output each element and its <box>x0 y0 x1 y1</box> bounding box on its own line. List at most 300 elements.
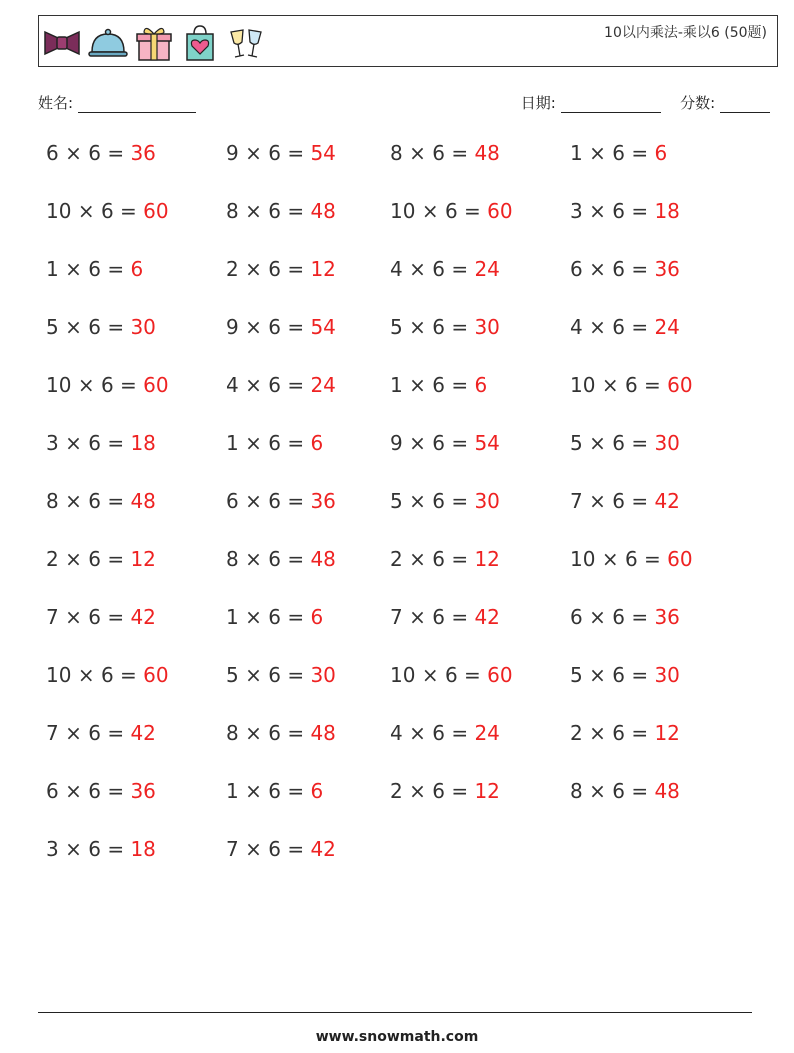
times-sign: × <box>589 199 606 223</box>
problem-item <box>46 605 156 629</box>
problem-answer: 42 <box>310 837 336 861</box>
problem-operand-a: 10 <box>570 373 596 397</box>
problem-item <box>390 663 513 687</box>
times-sign: × <box>65 431 82 455</box>
problem-operand-a: 9 <box>390 431 403 455</box>
problem-item <box>570 141 667 165</box>
problem-operand-a: 7 <box>570 489 583 513</box>
problem-operand-b: 6 <box>612 663 625 687</box>
gift-box-icon <box>133 22 175 64</box>
problem-item <box>390 605 500 629</box>
problem-operand-a: 2 <box>46 547 59 571</box>
problem-answer: 30 <box>654 663 680 687</box>
problem-operand-b: 6 <box>268 315 281 339</box>
problem-item <box>390 373 487 397</box>
problem-operand-b: 6 <box>100 199 114 223</box>
problem-operand-b: 6 <box>88 721 101 745</box>
problem-operand-a: 7 <box>390 605 403 629</box>
equals-sign: = <box>287 663 305 687</box>
problem-item <box>570 721 680 745</box>
problem-answer: 48 <box>310 199 336 223</box>
problem-operand-b: 6 <box>624 373 638 397</box>
times-sign: × <box>409 373 426 397</box>
header-icons <box>41 22 267 62</box>
equals-sign: = <box>107 489 125 513</box>
problem-operand-a: 5 <box>570 663 583 687</box>
times-sign: × <box>245 431 262 455</box>
times-sign: × <box>245 315 262 339</box>
problem-answer: 54 <box>474 431 500 455</box>
times-sign: × <box>409 489 426 513</box>
worksheet-title: 10以内乘法-乘以6 (50题) <box>604 25 767 41</box>
problem-item <box>390 257 500 281</box>
equals-sign: = <box>287 837 305 861</box>
times-sign: × <box>409 721 426 745</box>
problem-item <box>390 315 500 339</box>
problem-answer: 18 <box>130 431 156 455</box>
problem-operand-a: 8 <box>226 721 239 745</box>
problem-item <box>226 141 336 165</box>
problem-operand-a: 10 <box>570 547 596 571</box>
problem-item <box>46 257 143 281</box>
equals-sign: = <box>451 315 469 339</box>
problem-operand-b: 6 <box>268 373 281 397</box>
problem-answer: 30 <box>474 315 500 339</box>
equals-sign: = <box>107 547 125 571</box>
score-blank[interactable] <box>720 97 770 113</box>
problem-item <box>46 373 169 397</box>
problem-item <box>390 721 500 745</box>
times-sign: × <box>245 141 262 165</box>
problem-operand-a: 8 <box>226 199 239 223</box>
equals-sign: = <box>287 315 305 339</box>
footer-divider <box>38 1012 752 1013</box>
times-sign: × <box>409 547 426 571</box>
problem-item <box>46 431 156 455</box>
problem-operand-b: 6 <box>268 431 281 455</box>
problem-answer: 30 <box>310 663 336 687</box>
equals-sign: = <box>107 315 125 339</box>
times-sign: × <box>245 663 262 687</box>
equals-sign: = <box>287 199 305 223</box>
problem-operand-b: 6 <box>432 779 445 803</box>
problem-operand-b: 6 <box>612 721 625 745</box>
name-label: 姓名: <box>38 94 74 112</box>
problem-item <box>390 779 500 803</box>
equals-sign: = <box>631 605 649 629</box>
times-sign: × <box>245 199 262 223</box>
equals-sign: = <box>451 141 469 165</box>
times-sign: × <box>245 779 262 803</box>
food-cloche-icon <box>87 22 129 64</box>
problem-operand-a: 10 <box>390 663 416 687</box>
footer-url: www.snowmath.com <box>315 1029 479 1045</box>
equals-sign: = <box>644 373 661 397</box>
problem-item <box>46 837 156 861</box>
problem-answer: 48 <box>474 141 500 165</box>
problem-item <box>390 199 513 223</box>
times-sign: × <box>65 257 82 281</box>
equals-sign: = <box>107 431 125 455</box>
problem-item <box>226 257 336 281</box>
problem-operand-a: 3 <box>46 431 59 455</box>
equals-sign: = <box>120 663 137 687</box>
problem-item <box>226 547 336 571</box>
problem-answer: 36 <box>654 257 680 281</box>
equals-sign: = <box>287 721 305 745</box>
problem-operand-b: 6 <box>268 257 281 281</box>
problem-answer: 48 <box>130 489 156 513</box>
problem-operand-b: 6 <box>612 315 625 339</box>
problem-operand-b: 6 <box>88 779 101 803</box>
problem-answer: 24 <box>474 721 500 745</box>
problem-item <box>226 373 336 397</box>
problem-answer: 60 <box>487 199 513 223</box>
name-field <box>38 92 196 113</box>
problem-operand-b: 6 <box>88 315 101 339</box>
problem-answer: 42 <box>130 721 156 745</box>
problem-operand-a: 7 <box>46 605 59 629</box>
problem-operand-a: 1 <box>570 141 583 165</box>
problem-item <box>226 431 323 455</box>
problem-operand-a: 2 <box>390 779 403 803</box>
problem-operand-a: 6 <box>46 141 59 165</box>
equals-sign: = <box>631 489 649 513</box>
times-sign: × <box>65 141 82 165</box>
equals-sign: = <box>631 431 649 455</box>
problem-answer: 54 <box>310 141 336 165</box>
problem-operand-b: 6 <box>432 257 445 281</box>
times-sign: × <box>601 547 619 571</box>
bow-tie-icon <box>41 22 83 64</box>
times-sign: × <box>589 431 606 455</box>
problem-item <box>46 721 156 745</box>
problem-item <box>570 605 680 629</box>
times-sign: × <box>601 373 619 397</box>
problem-answer: 24 <box>310 373 336 397</box>
problem-operand-a: 3 <box>570 199 583 223</box>
problem-item <box>46 663 169 687</box>
problem-operand-a: 4 <box>570 315 583 339</box>
equals-sign: = <box>107 779 125 803</box>
problem-operand-a: 8 <box>390 141 403 165</box>
problem-operand-b: 6 <box>88 489 101 513</box>
problem-answer: 42 <box>474 605 500 629</box>
times-sign: × <box>589 779 606 803</box>
equals-sign: = <box>107 721 125 745</box>
problem-operand-b: 6 <box>88 547 101 571</box>
problem-operand-b: 6 <box>612 431 625 455</box>
problem-operand-a: 4 <box>390 257 403 281</box>
equals-sign: = <box>451 721 469 745</box>
times-sign: × <box>589 315 606 339</box>
problem-operand-b: 6 <box>432 547 445 571</box>
problem-operand-a: 6 <box>46 779 59 803</box>
problem-operand-b: 6 <box>268 605 281 629</box>
times-sign: × <box>245 257 262 281</box>
problem-operand-a: 1 <box>226 605 239 629</box>
problem-operand-a: 5 <box>570 431 583 455</box>
equals-sign: = <box>451 489 469 513</box>
problem-operand-a: 1 <box>390 373 403 397</box>
equals-sign: = <box>644 547 661 571</box>
problem-operand-b: 6 <box>612 141 625 165</box>
problem-item <box>46 489 156 513</box>
problem-operand-a: 7 <box>46 721 59 745</box>
problem-answer: 12 <box>654 721 680 745</box>
problem-answer: 6 <box>310 605 324 629</box>
problem-operand-b: 6 <box>612 257 625 281</box>
times-sign: × <box>589 489 606 513</box>
times-sign: × <box>409 315 426 339</box>
problem-answer: 6 <box>130 257 144 281</box>
problem-operand-b: 6 <box>88 837 101 861</box>
worksheet-header <box>38 15 778 67</box>
problem-operand-a: 8 <box>226 547 239 571</box>
equals-sign: = <box>451 257 469 281</box>
score-label: 分数: <box>680 94 716 112</box>
date-blank[interactable] <box>561 97 661 113</box>
problem-operand-a: 6 <box>570 605 583 629</box>
equals-sign: = <box>287 547 305 571</box>
problem-answer: 36 <box>654 605 680 629</box>
problem-item <box>46 315 156 339</box>
problem-operand-b: 6 <box>268 721 281 745</box>
problem-operand-b: 6 <box>444 199 458 223</box>
date-label: 日期: <box>520 94 556 112</box>
problem-item <box>226 489 336 513</box>
problem-answer: 18 <box>130 837 156 861</box>
times-sign: × <box>409 605 426 629</box>
times-sign: × <box>77 373 95 397</box>
problem-answer: 6 <box>474 373 488 397</box>
problem-item <box>570 199 680 223</box>
problem-item <box>46 141 156 165</box>
problem-operand-a: 1 <box>46 257 59 281</box>
equals-sign: = <box>451 779 469 803</box>
problem-answer: 60 <box>487 663 513 687</box>
problem-answer: 12 <box>310 257 336 281</box>
problem-operand-b: 6 <box>432 721 445 745</box>
problem-operand-a: 10 <box>390 199 416 223</box>
equals-sign: = <box>451 431 469 455</box>
problem-answer: 42 <box>130 605 156 629</box>
problem-operand-a: 4 <box>390 721 403 745</box>
problem-operand-a: 6 <box>226 489 239 513</box>
times-sign: × <box>65 721 82 745</box>
problem-answer: 30 <box>130 315 156 339</box>
equals-sign: = <box>107 605 125 629</box>
times-sign: × <box>245 721 262 745</box>
equals-sign: = <box>287 141 305 165</box>
problem-item <box>570 779 680 803</box>
problem-answer: 12 <box>130 547 156 571</box>
equals-sign: = <box>107 257 125 281</box>
shopping-bag-heart-icon <box>179 22 221 64</box>
problem-answer: 48 <box>310 721 336 745</box>
problem-operand-a: 8 <box>570 779 583 803</box>
problem-operand-a: 10 <box>46 199 72 223</box>
times-sign: × <box>589 721 606 745</box>
problem-item <box>390 141 500 165</box>
problem-item <box>570 489 680 513</box>
problem-answer: 6 <box>654 141 668 165</box>
problem-item <box>390 489 500 513</box>
times-sign: × <box>589 257 606 281</box>
times-sign: × <box>77 199 95 223</box>
problem-operand-b: 6 <box>624 547 638 571</box>
equals-sign: = <box>631 257 649 281</box>
problem-answer: 60 <box>143 663 169 687</box>
problem-item <box>390 431 500 455</box>
equals-sign: = <box>631 141 649 165</box>
problem-answer: 24 <box>474 257 500 281</box>
equals-sign: = <box>107 837 125 861</box>
times-sign: × <box>77 663 95 687</box>
problem-operand-b: 6 <box>268 663 281 687</box>
problem-operand-a: 9 <box>226 315 239 339</box>
problem-operand-b: 6 <box>88 257 101 281</box>
champagne-glasses-icon <box>225 22 267 64</box>
problem-operand-b: 6 <box>612 199 625 223</box>
equals-sign: = <box>287 605 305 629</box>
problem-operand-a: 5 <box>226 663 239 687</box>
equals-sign: = <box>287 779 305 803</box>
equals-sign: = <box>287 489 305 513</box>
problem-operand-b: 6 <box>268 547 281 571</box>
problem-operand-a: 2 <box>570 721 583 745</box>
problem-item <box>226 837 336 861</box>
equals-sign: = <box>107 141 125 165</box>
problem-item <box>570 257 680 281</box>
times-sign: × <box>409 431 426 455</box>
times-sign: × <box>65 837 82 861</box>
problem-operand-a: 5 <box>390 315 403 339</box>
problem-answer: 48 <box>310 547 336 571</box>
problem-answer: 24 <box>654 315 680 339</box>
problem-item <box>226 721 336 745</box>
problem-operand-b: 6 <box>432 605 445 629</box>
problem-operand-b: 6 <box>432 489 445 513</box>
times-sign: × <box>589 663 606 687</box>
equals-sign: = <box>287 257 305 281</box>
problem-item <box>46 547 156 571</box>
equals-sign: = <box>451 605 469 629</box>
times-sign: × <box>409 141 426 165</box>
equals-sign: = <box>631 315 649 339</box>
problem-operand-b: 6 <box>612 779 625 803</box>
problem-item <box>570 315 680 339</box>
equals-sign: = <box>631 199 649 223</box>
problem-operand-b: 6 <box>432 141 445 165</box>
problem-operand-b: 6 <box>432 373 445 397</box>
name-blank[interactable] <box>78 97 196 113</box>
times-sign: × <box>65 779 82 803</box>
problem-item <box>570 431 680 455</box>
problem-operand-a: 10 <box>46 663 72 687</box>
problem-item <box>226 663 336 687</box>
problem-answer: 60 <box>143 373 169 397</box>
times-sign: × <box>245 605 262 629</box>
equals-sign: = <box>451 547 469 571</box>
problem-operand-a: 6 <box>570 257 583 281</box>
times-sign: × <box>65 605 82 629</box>
problem-operand-b: 6 <box>432 315 445 339</box>
problem-operand-a: 2 <box>390 547 403 571</box>
problem-item <box>570 663 680 687</box>
equals-sign: = <box>464 199 481 223</box>
problem-operand-a: 8 <box>46 489 59 513</box>
equals-sign: = <box>631 721 649 745</box>
equals-sign: = <box>287 373 305 397</box>
problem-operand-a: 3 <box>46 837 59 861</box>
problem-answer: 48 <box>654 779 680 803</box>
times-sign: × <box>421 663 439 687</box>
times-sign: × <box>245 489 262 513</box>
problem-operand-a: 5 <box>390 489 403 513</box>
times-sign: × <box>65 547 82 571</box>
date-score-fields <box>521 92 770 113</box>
problem-answer: 6 <box>310 779 324 803</box>
times-sign: × <box>245 837 262 861</box>
problem-operand-a: 2 <box>226 257 239 281</box>
problem-answer: 60 <box>667 547 693 571</box>
times-sign: × <box>589 605 606 629</box>
problem-operand-a: 1 <box>226 431 239 455</box>
times-sign: × <box>245 547 262 571</box>
problem-operand-b: 6 <box>268 837 281 861</box>
problem-answer: 12 <box>474 779 500 803</box>
problem-operand-b: 6 <box>88 141 101 165</box>
problem-answer: 6 <box>310 431 324 455</box>
problem-answer: 36 <box>130 779 156 803</box>
problem-answer: 36 <box>130 141 156 165</box>
problem-operand-b: 6 <box>100 663 114 687</box>
problem-operand-b: 6 <box>612 489 625 513</box>
problem-operand-b: 6 <box>268 779 281 803</box>
equals-sign: = <box>120 373 137 397</box>
problem-answer: 30 <box>474 489 500 513</box>
problem-answer: 18 <box>654 199 680 223</box>
problem-answer: 12 <box>474 547 500 571</box>
problem-item <box>226 779 323 803</box>
problem-operand-a: 9 <box>226 141 239 165</box>
problem-operand-a: 4 <box>226 373 239 397</box>
problem-operand-b: 6 <box>444 663 458 687</box>
problem-operand-a: 1 <box>226 779 239 803</box>
problem-answer: 60 <box>143 199 169 223</box>
problem-item <box>46 199 169 223</box>
problem-answer: 42 <box>654 489 680 513</box>
equals-sign: = <box>120 199 137 223</box>
problem-operand-a: 7 <box>226 837 239 861</box>
problem-operand-a: 10 <box>46 373 72 397</box>
times-sign: × <box>409 257 426 281</box>
times-sign: × <box>409 779 426 803</box>
problem-operand-b: 6 <box>268 489 281 513</box>
problem-operand-b: 6 <box>88 605 101 629</box>
problem-item <box>226 315 336 339</box>
problem-operand-b: 6 <box>612 605 625 629</box>
problem-answer: 60 <box>667 373 693 397</box>
equals-sign: = <box>631 663 649 687</box>
problem-operand-b: 6 <box>88 431 101 455</box>
problem-item <box>226 199 336 223</box>
equals-sign: = <box>631 779 649 803</box>
times-sign: × <box>245 373 262 397</box>
equals-sign: = <box>464 663 481 687</box>
problem-item <box>570 547 693 571</box>
